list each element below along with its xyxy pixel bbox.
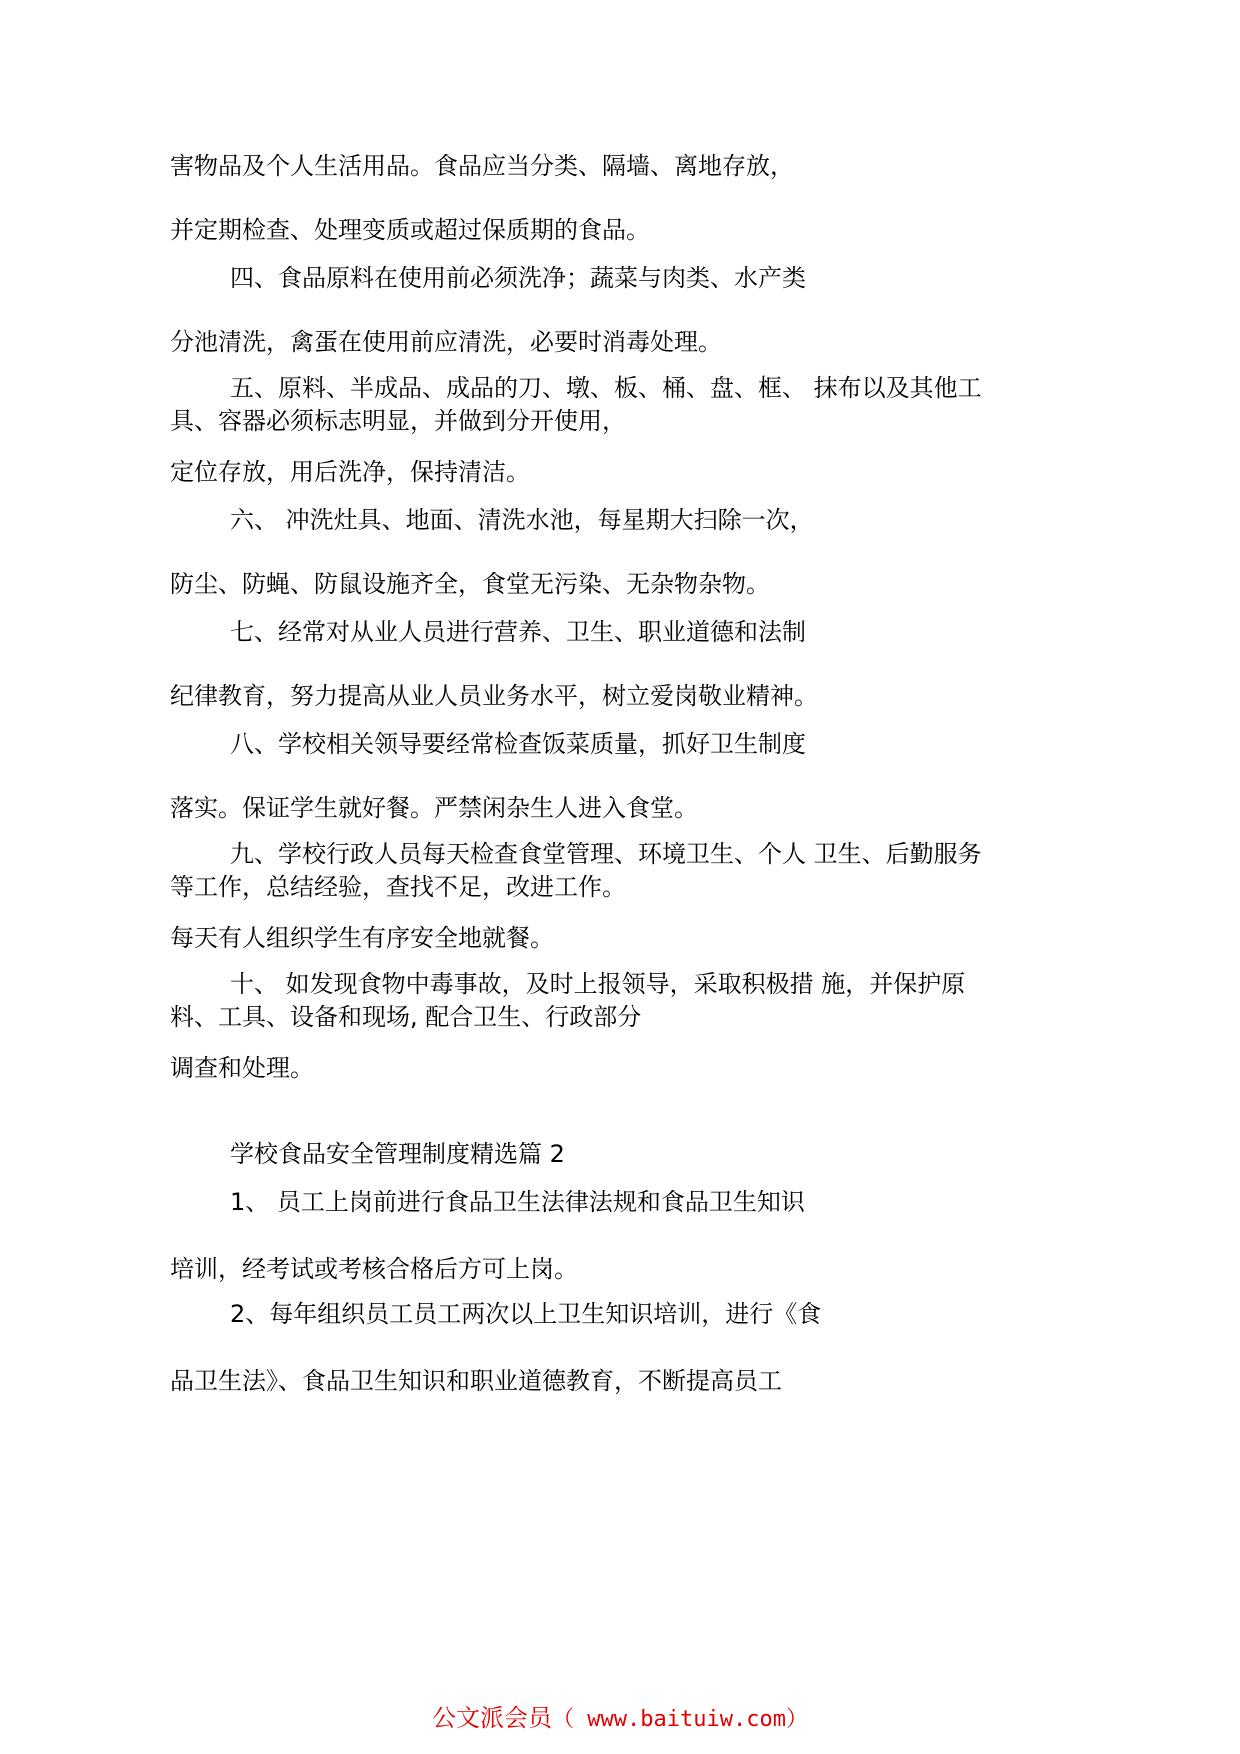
text-line: 调查和处理。 [170, 1054, 314, 1082]
text-line: 料、工具、设备和现场, 配合卫生、行政部分 [170, 1003, 642, 1031]
text-line: 分池清洗，禽蛋在使用前应清洗，必要时消毒处理。 [170, 328, 722, 356]
footer-watermark [0, 1702, 1240, 1736]
text-line: 十、 如发现食物中毒事故，及时上报领导，采取积极措 施，并保护原 [230, 970, 966, 998]
text-line: 等工作，总结经验，查找不足，改进工作。 [170, 873, 626, 901]
footer-label: 公文派会员 [432, 1704, 553, 1732]
text-line: 并定期检查、处理变质或超过保质期的食品。 [170, 216, 650, 244]
text-line: 九、学校行政人员每天检查食堂管理、环境卫生、个人 卫生、后勤服务 [230, 840, 982, 868]
text-line: 防尘、防蝇、防鼠设施齐全，食堂无污染、无杂物杂物。 [170, 570, 770, 598]
text-line: 落实。保证学生就好餐。严禁闲杂生人进入食堂。 [170, 794, 698, 822]
text-line: 四、食品原料在使用前必须洗净；蔬菜与肉类、水产类 [230, 264, 806, 292]
text-line: 每天有人组织学生有序安全地就餐。 [170, 924, 554, 952]
text-line: 品卫生法》、食品卫生知识和职业道德教育，不断提高员工 [170, 1367, 782, 1395]
text-line: 2、每年组织员工员工两次以上卫生知识培训，进行《食 [230, 1300, 822, 1328]
text-line: 五、原料、半成品、成品的刀、墩、板、桶、盘、框、 抹布以及其他工 [230, 374, 982, 402]
text-line: 培训，经考试或考核合格后方可上岗。 [170, 1255, 578, 1283]
footer-url: （ www.baituiw.com） [552, 1707, 808, 1732]
section-heading: 学校食品安全管理制度精选篇 2 [230, 1140, 565, 1168]
text-line: 具、容器必须标志明显，并做到分开使用， [170, 407, 626, 435]
text-line: 八、学校相关领导要经常检查饭菜质量，抓好卫生制度 [230, 730, 806, 758]
text-line: 害物品及个人生活用品。食品应当分类、隔墙、离地存放， [170, 152, 794, 180]
text-line: 1、 员工上岗前进行食品卫生法律法规和食品卫生知识 [230, 1188, 805, 1216]
text-line: 七、经常对从业人员进行营养、卫生、职业道德和法制 [230, 618, 806, 646]
text-line: 六、 冲洗灶具、地面、清洗水池，每星期大扫除一次， [230, 506, 814, 534]
text-line: 定位存放，用后洗净，保持清洁。 [170, 458, 530, 486]
text-line: 纪律教育，努力提高从业人员业务水平，树立爱岗敬业精神。 [170, 682, 818, 710]
